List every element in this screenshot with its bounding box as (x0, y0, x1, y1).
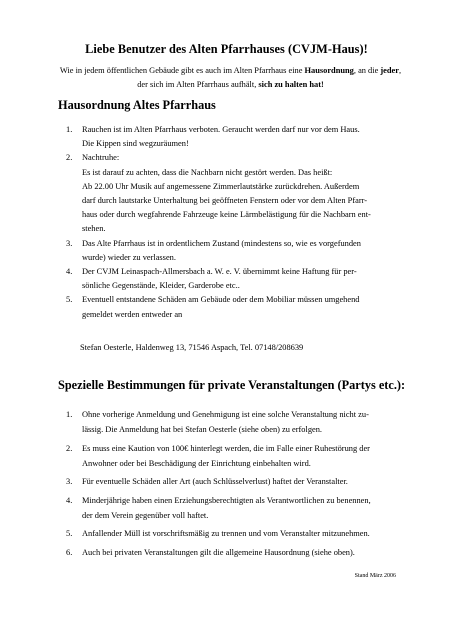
list-item-text (82, 474, 403, 489)
list-item-line: Ohne vorherige Anmeldung und Genehmigung ist eine solche Veranstaltung nicht zu- (82, 410, 369, 419)
list-item-line: sönliche Gegenstände, Kleider, Garderobe etc.. (82, 281, 240, 291)
list-item-line: Die Kippen sind wegzuräumen! (82, 139, 189, 149)
list-item-number: 5. (66, 529, 73, 539)
list-item (58, 493, 403, 523)
intro-text-1: Wie in jedem öffentlichen Gebäude gibt es auch im Alten Pfarrhaus eine (59, 66, 305, 75)
list-item-line: Minderjährige haben einen Erziehungsberechtigten als Verantwortlichen zu benennen, (82, 495, 371, 505)
list-item (58, 293, 403, 321)
list-item-number: 4. (66, 495, 73, 505)
list-item (58, 441, 403, 471)
list-item-text (82, 545, 403, 560)
list-item-text (82, 441, 403, 471)
intro-text-2: , an die (353, 66, 381, 75)
list-item-number: 6. (66, 547, 73, 557)
list-item-text (82, 237, 403, 265)
list-item-line: Rauchen ist im Alten Pfarrhaus verboten. Geraucht werden darf nur vor dem Haus. (82, 125, 360, 134)
list-item-line: Das Alte Pfarrhaus ist in ordentlichem Zustand (mindestens so, wie es vorgefunden (82, 238, 361, 248)
list-item-line: Es muss eine Kaution von 100€ hinterlegt werden, die im Falle einer Ruhestörung der (82, 443, 370, 453)
list-item-line: haus oder durch wegfahrende Fahrzeuge keine Lärmbelästigung für die Nachbarn ent- (82, 210, 371, 220)
house-rules-list (58, 123, 403, 322)
list-item-line: Auch bei privaten Veranstaltungen gilt die allgemeine Hausordnung (siehe oben). (82, 547, 355, 557)
list-item-line: Der CVJM Leinaspach-Allmersbach a. W. e. V. übernimmt keine Haftung für per- (82, 267, 357, 277)
list-item-line: Anwohner oder bei Beschädigung der Einrichtung einbehalten wird. (82, 458, 311, 468)
list-item (58, 123, 403, 151)
list-item-text (82, 123, 403, 151)
list-item (58, 526, 403, 541)
list-item-number: 2. (66, 153, 73, 163)
list-item-line: der dem Verein gegenüber voll haftet. (82, 510, 209, 520)
private-event-rules-list (58, 407, 403, 564)
list-item-line: wurde) wieder zu verlassen. (82, 252, 176, 262)
list-item (58, 545, 403, 560)
list-item-text (82, 293, 403, 321)
list-item (58, 407, 403, 437)
section-heading-private-events: Spezielle Bestimmungen für private Veranstaltungen (Partys etc.): (58, 378, 406, 392)
footer-date: Stand März 2006 (354, 573, 396, 579)
list-item-line: Ab 22.00 Uhr Musik auf angemessene Zimmerlautstärke zurückdrehen. Außerdem (82, 181, 360, 191)
list-item (58, 237, 403, 265)
list-item-number: 1. (66, 410, 73, 419)
list-item-line: Anfallender Müll ist vorschriftsmäßig zu trennen und vom Veranstalter mitzunehmen. (82, 529, 370, 539)
intro-bold-jeder: jeder (380, 66, 399, 75)
intro-bold-closing: sich zu halten hat! (258, 79, 324, 89)
section-heading-hausordnung: Hausordnung Altes Pfarrhaus (58, 98, 216, 112)
intro-paragraph (58, 64, 403, 91)
list-item-line: Für eventuelle Schäden aller Art (auch Schlüsselverlust) haftet der Veranstalter. (82, 477, 348, 487)
list-item-line: lässig. Die Anmeldung hat bei Stefan Oesterle (siehe oben) zu erfolgen. (82, 425, 323, 434)
list-item-text (82, 526, 403, 541)
list-item-line: Es ist darauf zu achten, dass die Nachbarn nicht gestört werden. Das heißt: (82, 167, 333, 177)
list-item-number: 1. (66, 125, 73, 134)
list-item-text (82, 407, 403, 437)
list-item-line: darf durch lautstarke Unterhaltung bei geöffneten Fenstern oder vor dem Alten Pfarr- (82, 196, 368, 206)
list-item-text (82, 493, 403, 523)
list-item-line: gemeldet werden entweder an (82, 309, 183, 319)
intro-text-3: , der sich im Alten Pfarrhaus aufhält, (137, 66, 402, 89)
list-item-number: 3. (66, 477, 73, 487)
list-item-number: 3. (66, 238, 73, 248)
list-item-line: stehen. (82, 224, 106, 234)
list-item-number: 4. (66, 267, 73, 277)
list-item-line: Nachtruhe: (82, 153, 120, 163)
list-item-text (82, 151, 403, 236)
list-item-line: Eventuell entstandene Schäden am Gebäude oder dem Mobiliar müssen umgehend (82, 295, 360, 305)
list-item-number: 2. (66, 443, 73, 453)
list-item-number: 5. (66, 295, 73, 305)
list-item-text (82, 265, 403, 293)
list-item (58, 474, 403, 489)
contact-address: Stefan Oesterle, Haldenweg 13, 71546 Aspach, Tel. 07148/208639 (80, 343, 304, 352)
intro-bold-hausordnung: Hausordnung (304, 66, 354, 75)
list-item (58, 265, 403, 293)
list-item (58, 151, 403, 236)
page-title: Liebe Benutzer des Alten Pfarrhauses (CVJM-Haus)! (85, 42, 368, 56)
